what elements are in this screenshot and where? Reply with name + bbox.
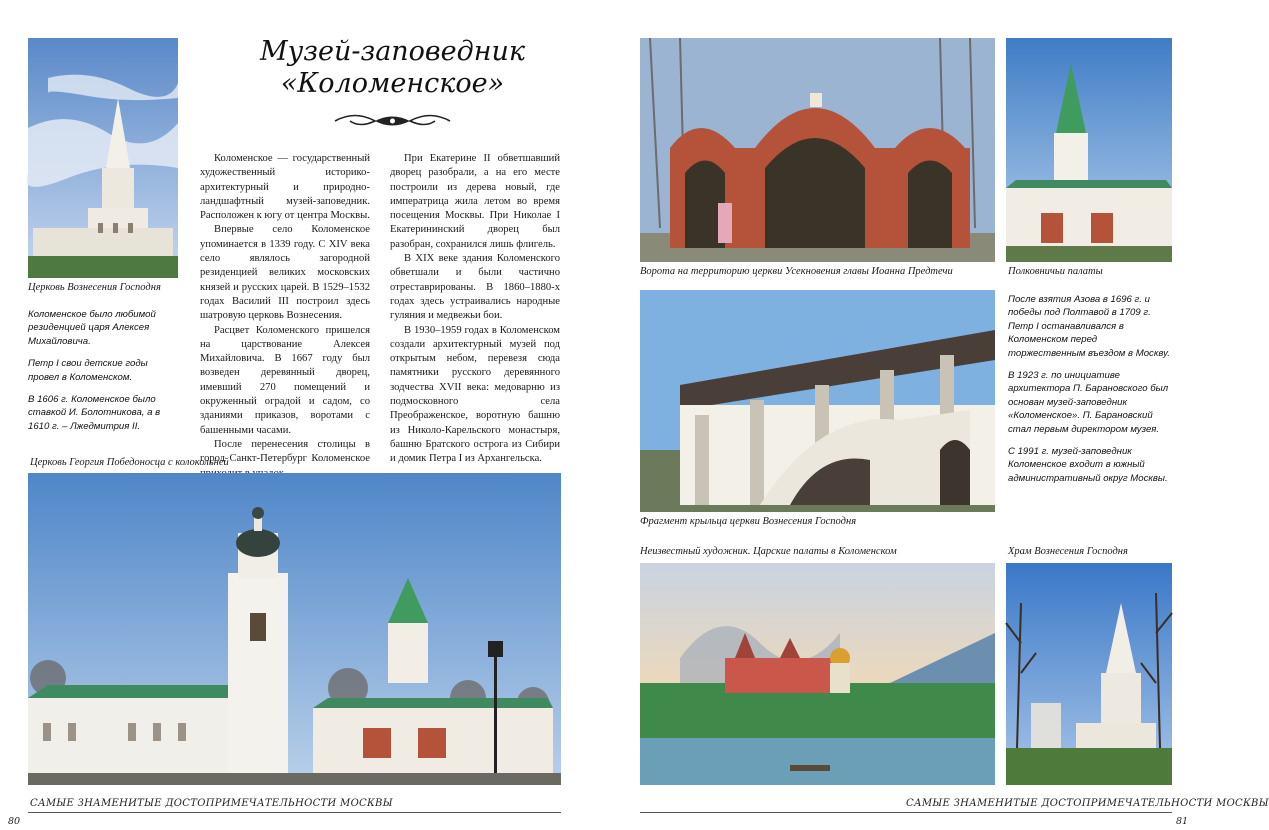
right-footer-rule (640, 812, 1172, 813)
porch-caption: Фрагмент крыльца церкви Вознесения Господня (640, 516, 857, 527)
title-line-2: «Коломенское» (280, 68, 505, 99)
page-title (210, 36, 575, 100)
painting-image (640, 563, 995, 785)
ornament-divider (330, 110, 455, 132)
left-side-notes (28, 308, 178, 442)
gates-caption: Ворота на территорию церкви Усекновения главы Иоанна Предтечи (640, 266, 953, 277)
paragraph: В XIX веке здания Коломенского обветшали и были частично отреставрированы. В 1860–1880-х годах здесь устраивались народные гуляния и медвежьи бои. (390, 253, 560, 322)
paragraph: Коломенское — государственный художественный историко-архитектурный и природно-ландшафтный музей-заповедник. Расположен к югу от центра Москвы. (200, 153, 370, 222)
side-note: Петр I свои детские годы провел в Коломенском. (28, 358, 148, 383)
paragraph: Расцвет Коломенского пришелся на царствование Алексея Михайловича. В 1667 году был возведен деревянный дворец, имевший 270 помещений и окруженный оградой и садом, со зданиями приказов, воротами с башенными часами. (200, 324, 370, 436)
ascension-church-photo (28, 38, 178, 278)
side-note: После взятия Азова в 1696 г. и победы под Полтавой в 1709 г. Петр I останавливался в Коломенском перед торжественным въездом в Москву. (1008, 294, 1170, 359)
paragraph: После перенесения столицы в город Санкт-Петербург Коломенское (200, 438, 370, 465)
article-column-2 (390, 152, 560, 467)
side-note: С 1991 г. музей-заповедник Коломенское входит в южный административный округ Москвы. (1008, 446, 1168, 484)
left-page-number: 80 (8, 816, 21, 827)
george-church-photo (28, 473, 561, 785)
ascension-church-caption: Церковь Вознесения Господня (28, 282, 161, 293)
paragraph: В 1930–1959 годах в Коломенском создали архитектурный музей под открытым небом, перевезя сюда памятники русского деревянного зодчества XVII века: медоварню из подмосковного села Преображенское, воротную башню из Николо-Карельского монастыря, башню Братского острога из Сибири и домик Петра I из Архангельска. (390, 324, 560, 465)
polkovnichi-caption: Полковничьи палаты (1008, 266, 1103, 277)
painting-caption: Неизвестный художник. Царские палаты в Коломенском (640, 546, 897, 557)
left-footer: САМЫЕ ЗНАМЕНИТЫЕ ДОСТОПРИМЕЧАТЕЛЬНОСТИ МОСКВЫ (30, 798, 393, 809)
side-note: Коломенское было любимой резиденцией царя Алексея Михайловича. (28, 309, 156, 347)
side-note: В 1923 г. по инициативе архитектора П. Барановского был основан музей-заповедник «Коломенское». П. Барановский стал первым директором музея. (1008, 370, 1169, 435)
gates-photo (640, 38, 995, 262)
polkovnichi-photo (1006, 38, 1172, 262)
george-church-caption: Церковь Георгия Победоносца с колокольней (30, 457, 229, 468)
left-footer-rule (28, 812, 561, 813)
right-side-notes (1008, 293, 1176, 494)
right-footer: САМЫЕ ЗНАМЕНИТЫЕ ДОСТОПРИМЕЧАТЕЛЬНОСТИ МОСКВЫ (906, 798, 1269, 809)
article-column-1 (200, 152, 370, 481)
ascension-temple-photo (1006, 563, 1172, 785)
right-page-number: 81 (1176, 816, 1189, 827)
paragraph: Впервые село Коломенское упоминается в 1339 году. С XIV века село являлось загородной резиденцией великих московских князей и русских царей. В 1529–1532 годах Василий III построил здесь шатровую церковь Вознесения. (200, 224, 370, 322)
ascension-temple-caption: Храм Вознесения Господня (1008, 546, 1128, 557)
side-note: В 1606 г. Коломенское было ставкой И. Болотникова, а в 1610 г. – Лжедмитрия II. (28, 394, 161, 432)
title-line-1: Музей-заповедник (259, 36, 526, 67)
paragraph: При Екатерине II обветшавший дворец разобрали, а на его месте построили из дерева новый, где императрица жила летом во время посещения Москвы. При Николае I Екатерининский дворец был разобран, сохранился лишь флигель. (390, 153, 560, 250)
porch-photo (640, 290, 995, 512)
